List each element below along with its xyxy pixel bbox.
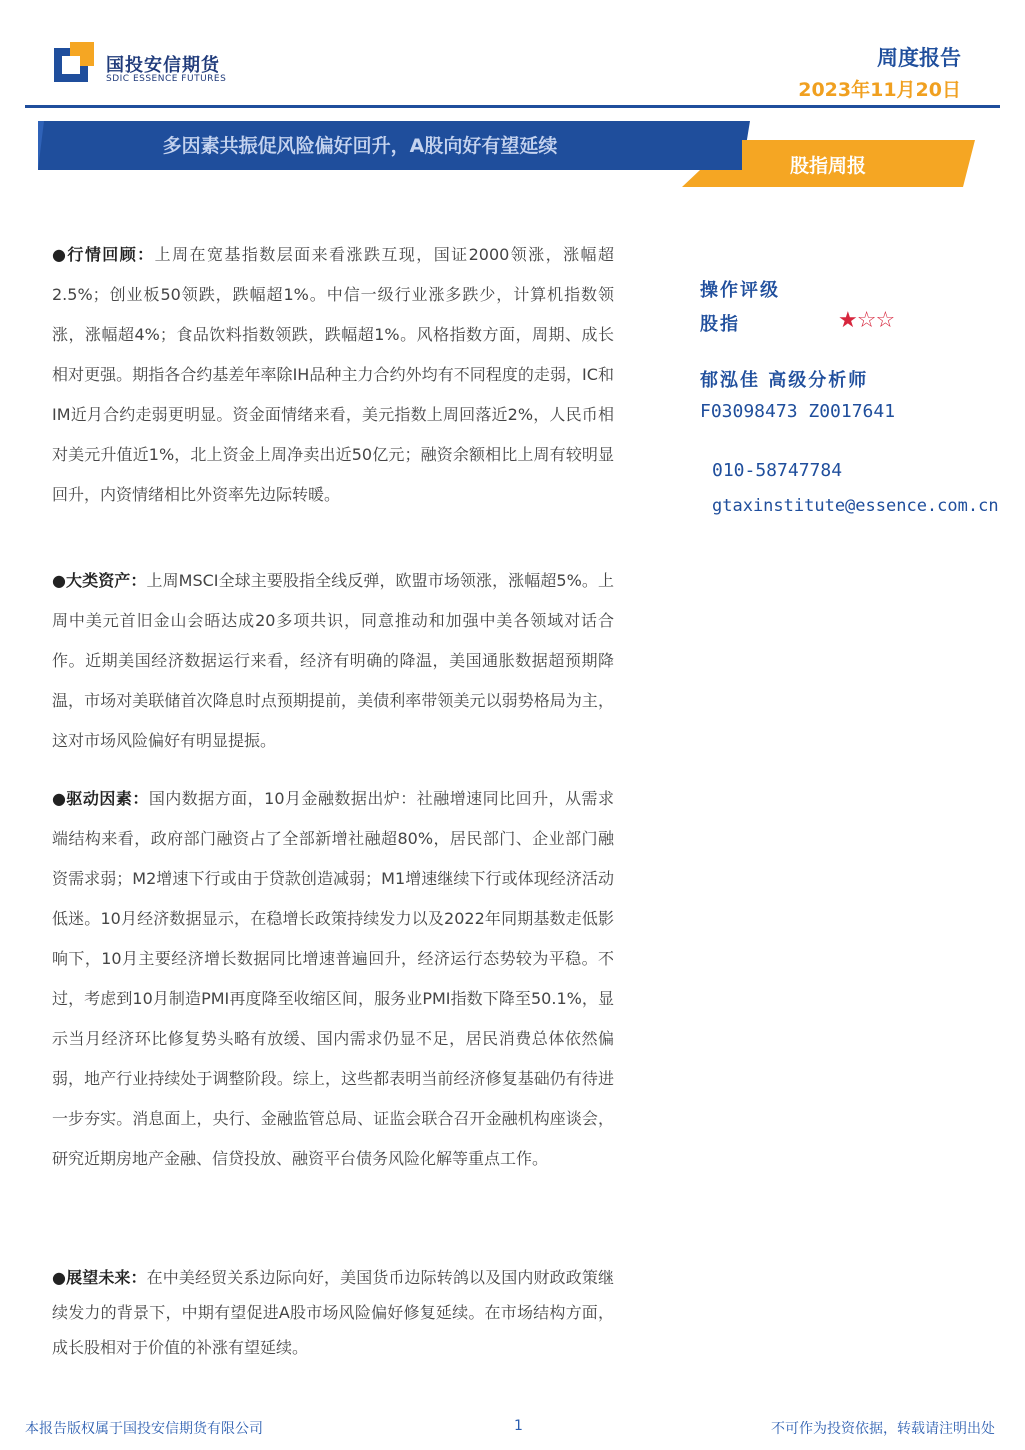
section-lead: ●大类资产： — [52, 571, 147, 590]
rating-stars — [838, 308, 894, 333]
report-title: 多因素共振促风险偏好回升，A股向好有望延续 — [162, 135, 558, 157]
section-text: 上周在宽基指数层面来看涨跌互现，国证2000领涨，涨幅超2.5%；创业板50领跌，跌幅超1%。中信一级行业涨多跌少，计算机指数领涨，涨幅超4%；食品饮料指数领跌，跌幅超1%。风格指数方面，周期、成长相对更强。期指各合约基差年率除IH品种主力合约外均有不同程度的走弱，IC和IM近月合约走弱更明显。资金面情绪来看，美元指数上周回落近2%，人民币相对美元升值近1%，北上资金上周净卖出近50亿元；融资余额相比上周有较明显回升，内资情绪相比外资率先边际转暖。 — [52, 245, 614, 504]
star-filled-icon: ★ — [838, 308, 857, 333]
section-market-review — [52, 235, 614, 515]
section-drivers — [52, 779, 614, 1179]
company-logo — [54, 42, 234, 88]
report-date: 2023年11月20日 — [798, 79, 961, 101]
report-category-tag: 股指周报 — [789, 155, 866, 177]
section-outlook — [52, 1260, 614, 1365]
star-empty-icon: ☆ — [875, 308, 895, 333]
footer-copyright: 本报告版权属于国投安信期货有限公司 — [25, 1421, 263, 1437]
section-lead: ●驱动因素： — [52, 789, 149, 808]
section-text: 国内数据方面，10月金融数据出炉：社融增速同比回升，从需求端结构来看，政府部门融资占了全部新增社融超80%，居民部门、企业部门融资需求弱；M2增速下行或由于贷款创造减弱；M1增速继续下行或体现经济活动低迷。10月经济数据显示，在稳增长政策持续发力以及2022年同期基数走低影响下，10月主要经济增长数据同比增速普遍回升，经济运行态势较为平稳。不过，考虑到10月制造PMI再度降至收缩区间，服务业PMI指数下降至50.1%，显示当月经济环比修复势头略有放缓、国内需求仍显不足，居民消费总体依然偏弱，地产行业持续处于调整阶段。综上，这些都表明当前经济修复基础仍有待进一步夯实。消息面上，央行、金融监管总局、证监会联合召开金融机构座谈会，研究近期房地产金融、信贷投放、融资平台债务风险化解等重点工作。 — [52, 789, 614, 1168]
section-text: 在中美经贸关系边际向好，美国货币边际转鸽以及国内财政政策继续发力的背景下，中期有望促进A股市场风险偏好修复延续。在市场结构方面，成长股相对于价值的补涨有望延续。 — [52, 1268, 614, 1357]
company-logo-icon — [54, 42, 94, 82]
header-divider — [25, 105, 1000, 108]
page-number: 1 — [514, 1418, 523, 1434]
section-lead: ●行情回顾： — [52, 245, 155, 264]
contact-email[interactable]: gtaxinstitute@essence.com.cn — [712, 496, 999, 516]
analyst-name: 郁泓佳 高级分析师 — [700, 370, 869, 391]
rating-index-label: 股指 — [700, 314, 740, 335]
report-type: 周度报告 — [877, 46, 961, 70]
company-name: 国投安信期货 — [106, 55, 220, 76]
section-major-assets — [52, 561, 614, 761]
company-name-en: SDIC ESSENCE FUTURES — [106, 74, 227, 84]
analyst-license: F03098473 Z0017641 — [700, 401, 896, 422]
rating-label: 操作评级 — [700, 280, 780, 301]
section-text: 上周MSCI全球主要股指全线反弹，欧盟市场领涨，涨幅超5%。上周中美元首旧金山会晤达成20多项共识，同意推动和加强中美各领域对话合作。近期美国经济数据运行来看，经济有明确的降温，美国通胀数据超预期降温，市场对美联储首次降息时点预期提前，美债利率带领美元以弱势格局为主，这对市场风险偏好有明显提振。 — [52, 571, 614, 750]
section-lead: ●展望未来： — [52, 1268, 147, 1287]
star-empty-icon: ☆ — [856, 308, 876, 333]
footer-disclaimer: 不可作为投资依据，转载请注明出处 — [771, 1421, 995, 1437]
contact-phone: 010-58747784 — [712, 460, 843, 481]
